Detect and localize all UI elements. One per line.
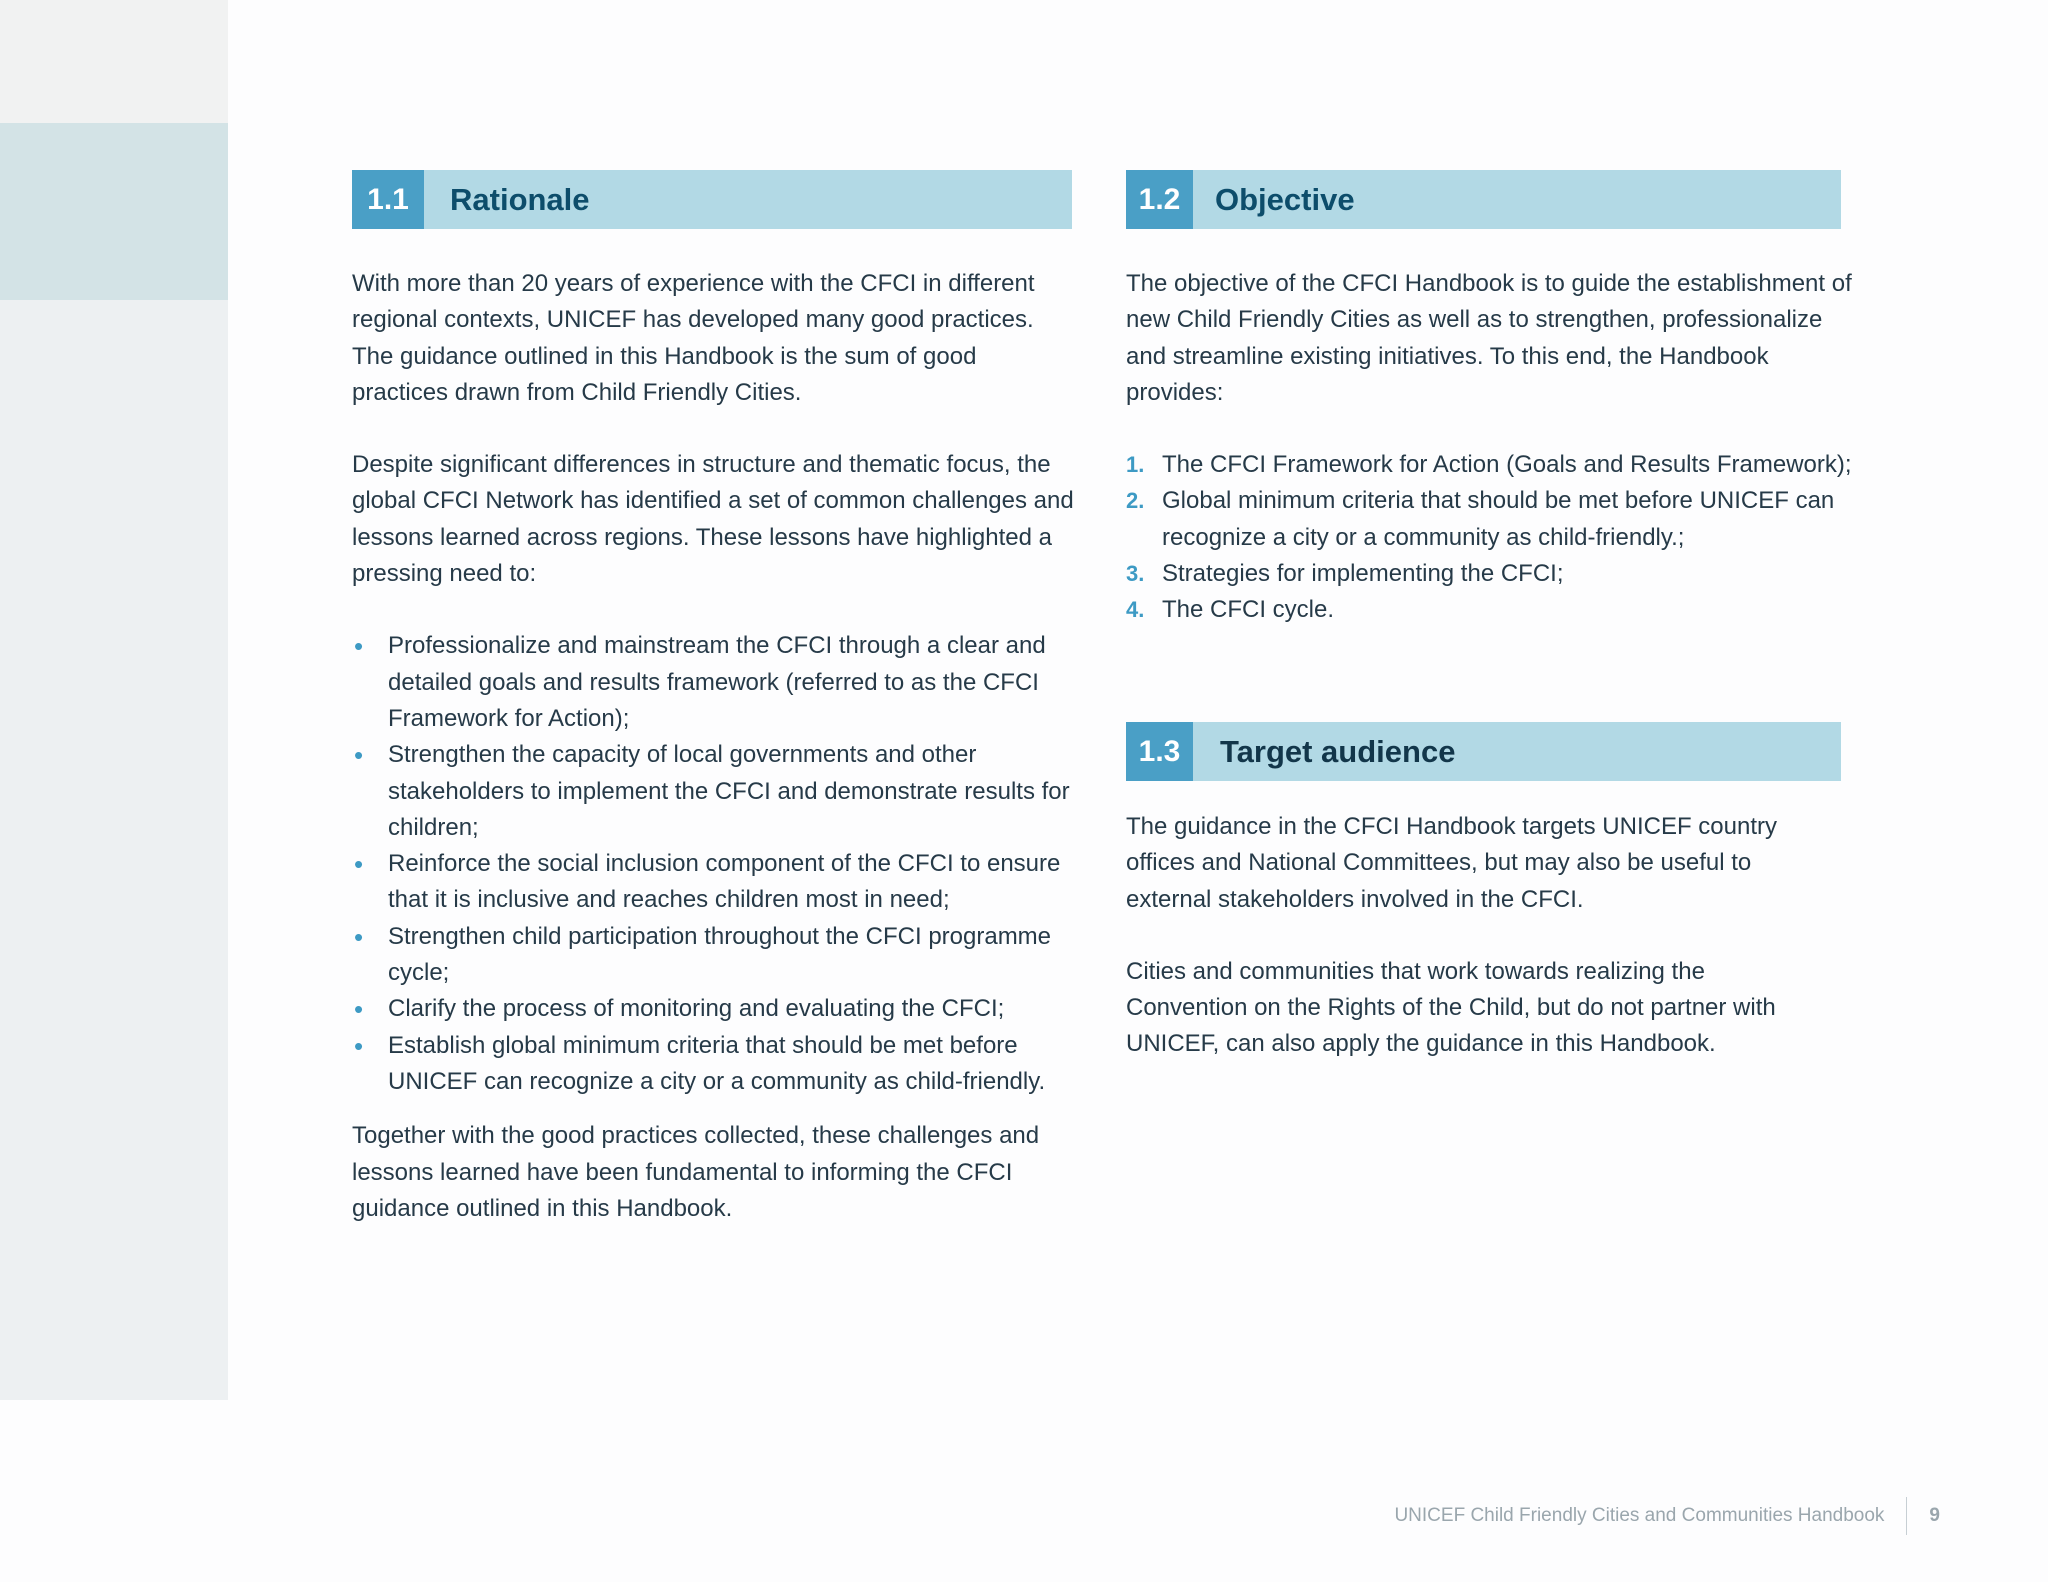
list-item-text: Strengthen the capacity of local governments and other stakeholders to implement the CFCI and demonstrate results for children;	[388, 741, 1070, 841]
section-title: Target audience	[1220, 733, 1456, 769]
audience-body	[1126, 809, 1826, 1063]
list-item-text: Strengthen child participation throughout the CFCI programme cycle;	[388, 922, 1052, 987]
section-title: Objective	[1215, 181, 1355, 217]
list-item-text: Clarify the process of monitoring and evaluating the CFCI;	[388, 995, 1005, 1023]
bullet-icon: •	[354, 921, 364, 952]
side-panel-bottom	[0, 300, 228, 1400]
objective-body	[1126, 266, 1866, 629]
list-item-text: Reinforce the social inclusion component of the CFCI to ensure that it is inclusive and reaches children most in need;	[388, 850, 1061, 914]
list-item	[352, 846, 1077, 919]
bullet-icon: •	[354, 849, 364, 880]
list-item-text: Strategies for implementing the CFCI;	[1162, 560, 1564, 588]
list-item	[1126, 592, 1866, 628]
footer-title: UNICEF Child Friendly Cities and Communities Handbook	[1394, 1505, 1885, 1526]
list-item-text: Professionalize and mainstream the CFCI through a clear and detailed goals and results framework (referred to as the CFCI Framework for Action);	[388, 632, 1046, 732]
paragraph: With more than 20 years of experience with the CFCI in different regional contexts, UNICEF has developed many good practices. The guidance outlined in this Handbook is the sum of good practices drawn from Child Friendly Cities.	[352, 270, 1035, 406]
paragraph: Together with the good practices collected, these challenges and lessons learned have been fundamental to informing the CFCI guidance outlined in this Handbook.	[352, 1122, 1040, 1222]
page-number: 9	[1929, 1505, 1940, 1526]
list-item-text: Establish global minimum criteria that should be met before UNICEF can recognize a city or a community as child-friendly.	[388, 1031, 1046, 1095]
footer-divider	[1906, 1497, 1907, 1535]
page-footer	[1300, 1496, 1940, 1536]
rationale-body	[352, 266, 1077, 1227]
list-item	[1126, 447, 1866, 483]
section-header-rationale	[352, 170, 1072, 229]
list-item	[1126, 483, 1866, 556]
list-item-text: The CFCI Framework for Action (Goals and Results Framework);	[1162, 451, 1852, 479]
side-panel-top	[0, 0, 228, 123]
list-item	[352, 991, 1077, 1027]
list-item	[352, 628, 1077, 737]
section-title: Rationale	[450, 181, 590, 217]
list-number: 3.	[1126, 561, 1145, 587]
paragraph: The objective of the CFCI Handbook is to guide the establishment of new Child Friendly Cities as well as to strengthen, professionalize and streamline existing initiatives. To this end, the Handbook provides:	[1126, 270, 1852, 406]
section-header-target-audience	[1126, 722, 1841, 781]
bullet-icon: •	[354, 1030, 364, 1061]
rationale-bullet-list	[352, 628, 1077, 1100]
paragraph: Cities and communities that work towards realizing the Convention on the Rights of the Child, but do not partner with UNICEF, can also apply the guidance in this Handbook.	[1126, 957, 1776, 1058]
section-number: 1.3	[1126, 722, 1193, 781]
section-number: 1.1	[352, 170, 424, 229]
section-header-objective	[1126, 170, 1841, 229]
paragraph: Despite significant differences in structure and thematic focus, the global CFCI Network has identified a set of common challenges and lessons learned across regions. These lessons have highlighted a pressing need to:	[352, 451, 1074, 588]
section-number: 1.2	[1126, 170, 1193, 229]
list-number: 1.	[1126, 452, 1145, 478]
list-item	[352, 919, 1077, 992]
bullet-icon: •	[354, 740, 364, 771]
bullet-icon: •	[354, 994, 364, 1025]
objective-numbered-list	[1126, 447, 1866, 628]
paragraph: The guidance in the CFCI Handbook targets UNICEF country offices and National Committees, but may also be useful to external stakeholders involved in the CFCI.	[1126, 813, 1777, 913]
side-panel-accent	[0, 123, 228, 300]
list-item	[1126, 556, 1866, 592]
list-number: 2.	[1126, 488, 1145, 514]
bullet-icon: •	[354, 631, 364, 662]
list-item-text: The CFCI cycle.	[1162, 596, 1335, 624]
list-number: 4.	[1126, 597, 1145, 623]
list-item	[352, 737, 1077, 846]
list-item-text: Global minimum criteria that should be met before UNICEF can recognize a city or a community as child-friendly.;	[1162, 487, 1835, 551]
list-item	[352, 1028, 1077, 1101]
